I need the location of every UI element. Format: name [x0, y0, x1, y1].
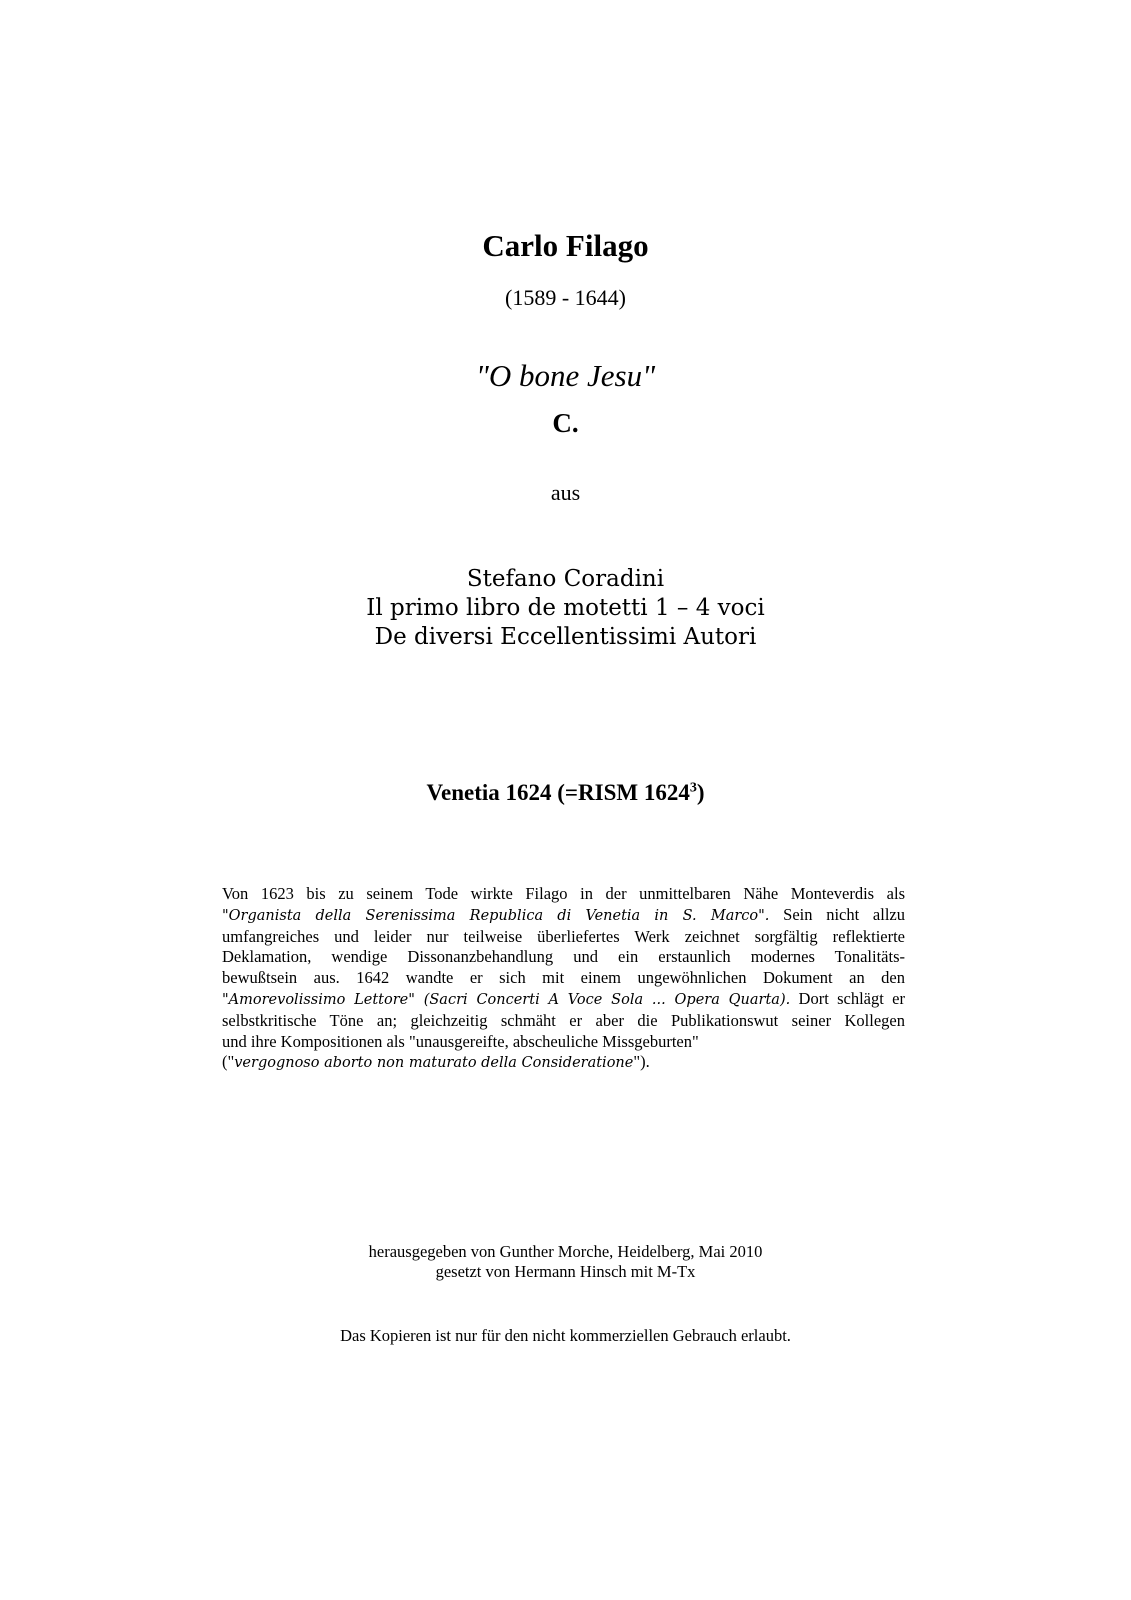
- paragraph-line: selbstkritische Töne an; gleichzeitig schmäht er aber die Publikationswut seiner Kollegen: [222, 1010, 905, 1030]
- source-block: [0, 565, 1131, 652]
- italic-quote: "Amorevolissimo Lettore" (Sacri Concerti A Voce Sola ... Opera Quarta).: [222, 991, 791, 1008]
- paragraph-text: Dort schlägt er: [790, 988, 905, 1008]
- copyright-notice: Das Kopieren ist nur für den nicht kommerziellen Gebrauch erlaubt.: [340, 1326, 791, 1345]
- paragraph-text: (": [222, 1052, 235, 1072]
- imprint-superscript: 3: [689, 780, 697, 796]
- imprint: [0, 780, 1131, 806]
- imprint-text: Venetia 1624 (=RISM 1624: [426, 780, 690, 805]
- imprint-close: ): [696, 780, 705, 805]
- source-editor: Stefano Coradini: [466, 566, 665, 592]
- italic-quote: "Organista della Serenissima Republica di Venetia in S. Marco".: [222, 907, 770, 924]
- aus-label: aus: [550, 480, 581, 505]
- work-title: "O bone Jesu": [475, 358, 656, 393]
- source-subtitle: De diversi Eccellentissimi Autori: [374, 624, 757, 650]
- paragraph-line: Deklamation, wendige Dissonanzbehandlung und ein erstaunlich modernes Tonalitäts-: [222, 947, 905, 967]
- composer-dates: (1589 - 1644): [505, 285, 626, 310]
- voice-part: C.: [552, 408, 579, 438]
- editor-credit: herausgegeben von Gunther Morche, Heidelberg, Mai 2010: [368, 1242, 763, 1261]
- paragraph-line: [222, 989, 905, 1011]
- paragraph-line: [222, 905, 905, 927]
- paragraph-line: und ihre Kompositionen als "unausgereifte, abscheuliche Missgeburten": [222, 1031, 699, 1051]
- typesetter-credit: gesetzt von Hermann Hinsch mit M-Tx: [435, 1262, 696, 1281]
- paragraph-line: Von 1623 bis zu seinem Tode wirkte Filago in der unmittelbaren Nähe Monteverdis als: [222, 884, 905, 903]
- italic-quote: vergognoso aborto non maturato della Consideratione: [234, 1055, 634, 1072]
- paragraph-line: umfangreiches und leider nur teilweise überliefertes Werk zeichnet sorgfältig reflektierte: [222, 926, 905, 946]
- composer-name: Carlo Filago: [482, 228, 649, 263]
- credits: [0, 1242, 1131, 1282]
- paragraph-text: ").: [633, 1052, 650, 1072]
- source-title: Il primo libro de motetti 1 – 4 voci: [366, 595, 765, 621]
- biography-paragraph: [222, 884, 905, 1074]
- paragraph-line: bewußtsein aus. 1642 wandte er sich mit einem ungewöhnlichen Dokument an den: [222, 968, 905, 988]
- paragraph-text: Sein nicht allzu: [769, 904, 905, 924]
- paragraph-line: [222, 1052, 905, 1074]
